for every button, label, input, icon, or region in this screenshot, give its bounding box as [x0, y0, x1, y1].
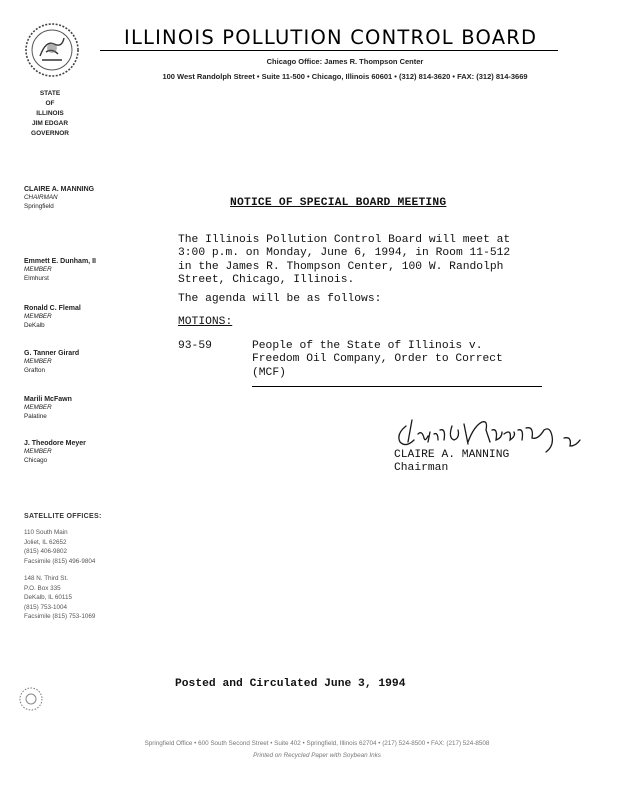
member-entry: [24, 396, 72, 421]
state-seal-icon: [24, 22, 80, 78]
signer-title: Chairman: [394, 462, 449, 474]
state-line: STATE: [39, 90, 61, 97]
member-entry: [24, 305, 81, 330]
office-line: Chicago Office: James R. Thompson Center: [266, 57, 424, 66]
case-number: 93-59: [178, 340, 212, 352]
satellite-header: SATELLITE OFFICES:: [24, 513, 102, 520]
member-city: DeKalb: [24, 322, 45, 329]
member-name: Emmett E. Dunham, II: [24, 258, 96, 265]
member-city: Palatine: [24, 413, 47, 420]
state-line: OF: [45, 100, 55, 107]
footer-note: Printed on Recycled Paper with Soybean Inks: [253, 752, 381, 759]
recycled-stamp-icon: [18, 686, 44, 712]
member-city: Chicago: [24, 457, 48, 464]
fax-line: Facsimile (815) 753-1069: [24, 613, 96, 620]
member-name: J. Theodore Meyer: [24, 440, 86, 447]
address-line: 148 N. Third St.: [24, 575, 68, 582]
member-city: Springfield: [24, 203, 54, 210]
member-name: Ronald C. Flemal: [24, 305, 81, 312]
member-entry: [24, 186, 94, 211]
address-line: 100 West Randolph Street • Suite 11-500 • Chicago, Illinois 60601 • (312) 814-3620 • FAX: (312) 814-3669: [162, 72, 528, 81]
address-line: P.O. Box 335: [24, 584, 61, 592]
member-entry: [24, 258, 96, 283]
address-line: 110 South Main: [24, 529, 68, 536]
notice-body: The Illinois Pollution Control Board will meet at 3:00 p.m. on Monday, June 6, 1994, in Room 11-512 in the James R. Thompson Center, 100 W. Randolph Street, Chicago, Illinois.: [178, 234, 511, 286]
satellite-offices: [24, 513, 102, 622]
agenda-intro: The agenda will be as follows:: [178, 293, 382, 305]
member-role: MEMBER: [24, 266, 52, 273]
title-rule: [100, 50, 558, 51]
member-entry: [24, 350, 79, 375]
member-role: MEMBER: [24, 404, 52, 411]
member-name: G. Tanner Girard: [24, 350, 80, 357]
state-line: ILLINOIS: [36, 110, 64, 117]
phone-line: (815) 753-1004: [24, 603, 68, 611]
case-description: People of the State of Illinois v. Freedom Oil Company, Order to Correct (MCF): [252, 340, 503, 379]
member-name: Marili McFawn: [24, 396, 72, 403]
member-role: MEMBER: [24, 448, 52, 455]
address-line: DeKalb, IL 60115: [24, 594, 72, 601]
case-underline: [252, 386, 542, 387]
state-line: GOVERNOR: [31, 130, 69, 137]
board-title: ILLINOIS POLLUTION CONTROL BOARD: [124, 26, 538, 49]
member-name: CLAIRE A. MANNING: [24, 186, 95, 193]
member-city: Elmhurst: [24, 275, 49, 282]
address-line: Joliet, IL 62652: [24, 538, 67, 546]
member-city: Grafton: [24, 367, 45, 374]
motions-label: MOTIONS:: [178, 316, 233, 328]
phone-line: (815) 406-9802: [24, 548, 68, 555]
member-role: MEMBER: [24, 358, 52, 365]
member-role: CHAIRMAN: [24, 194, 58, 201]
member-role: MEMBER: [24, 313, 52, 320]
footer-address: Springfield Office • 600 South Second Street • Suite 402 • Springfield, Illinois 62704 • (217) 524-8500 • FAX: (217) 524-8508: [144, 740, 490, 747]
notice-title: NOTICE OF SPECIAL BOARD MEETING: [230, 197, 447, 209]
posted-date: Posted and Circulated June 3, 1994: [175, 678, 406, 690]
state-governor-block: [20, 89, 80, 139]
state-line: JIM EDGAR: [31, 120, 69, 127]
member-entry: [24, 440, 86, 465]
signer-name: CLAIRE A. MANNING: [394, 449, 510, 461]
fax-line: Facsimile (815) 496-9804: [24, 557, 96, 565]
